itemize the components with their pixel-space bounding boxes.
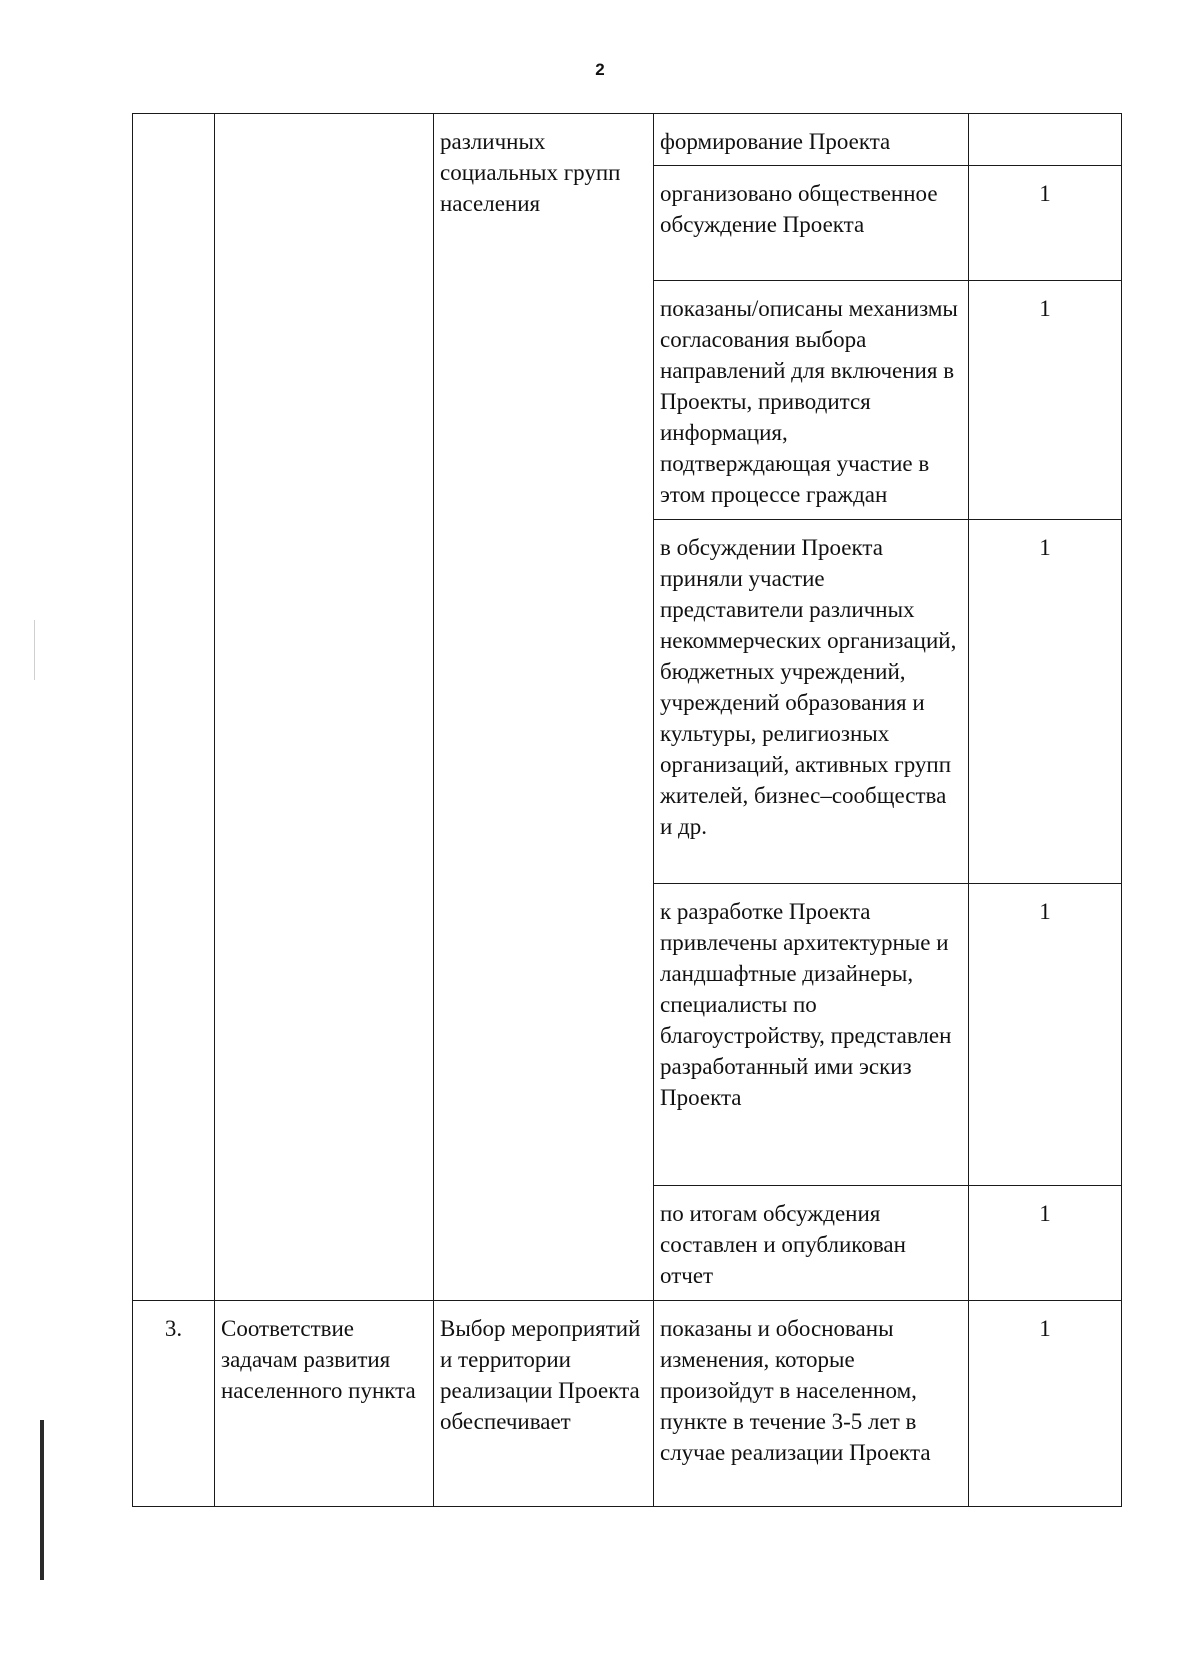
criterion-number-cell xyxy=(133,114,215,1301)
score-cell: 1 xyxy=(969,1301,1122,1507)
page-number: 2 xyxy=(595,60,605,79)
criterion-description-cell: различных социальных групп населения xyxy=(434,114,654,1301)
criterion-name-cell xyxy=(215,114,434,1301)
criterion-number-cell: 3. xyxy=(133,1301,215,1507)
indicator-cell: к разработке Проекта привлечены архитектурные и ландшафтные дизайнеры, специалисты по благоустройству, представлен разработанный ими эскиз Проекта xyxy=(654,884,969,1186)
score-cell: 1 xyxy=(969,520,1122,884)
indicator-cell: по итогам обсуждения составлен и опубликован отчет xyxy=(654,1186,969,1301)
score-cell xyxy=(969,114,1122,166)
indicator-cell: организовано общественное обсуждение Проекта xyxy=(654,166,969,281)
scan-margin-mark xyxy=(34,620,35,680)
score-cell: 1 xyxy=(969,884,1122,1186)
criterion-name-cell: Соответствие задачам развития населенного пункта xyxy=(215,1301,434,1507)
indicator-cell: в обсуждении Проекта приняли участие представители различных некоммерческих организаций, бюджетных учреждений, учреждений образования и культуры, религиозных организаций, активных групп жителей, бизнес–сообщества и др. xyxy=(654,520,969,884)
table-row xyxy=(133,114,1122,166)
score-cell: 1 xyxy=(969,1186,1122,1301)
score-cell: 1 xyxy=(969,281,1122,520)
criterion-description-cell: Выбор мероприятий и территории реализации Проекта обеспечивает xyxy=(434,1301,654,1507)
indicator-cell: формирование Проекта xyxy=(654,114,969,166)
score-cell: 1 xyxy=(969,166,1122,281)
indicator-cell: показаны/описаны механизмы согласования выбора направлений для включения в Проекты, приводится информация, подтверждающая участие в этом процессе граждан xyxy=(654,281,969,520)
scan-margin-line xyxy=(40,1420,44,1580)
indicator-cell: показаны и обоснованы изменения, которые произойдут в населенном, пункте в течение 3-5 лет в случае реализации Проекта xyxy=(654,1301,969,1507)
table-row xyxy=(133,1301,1122,1507)
criteria-table xyxy=(132,113,1122,1507)
